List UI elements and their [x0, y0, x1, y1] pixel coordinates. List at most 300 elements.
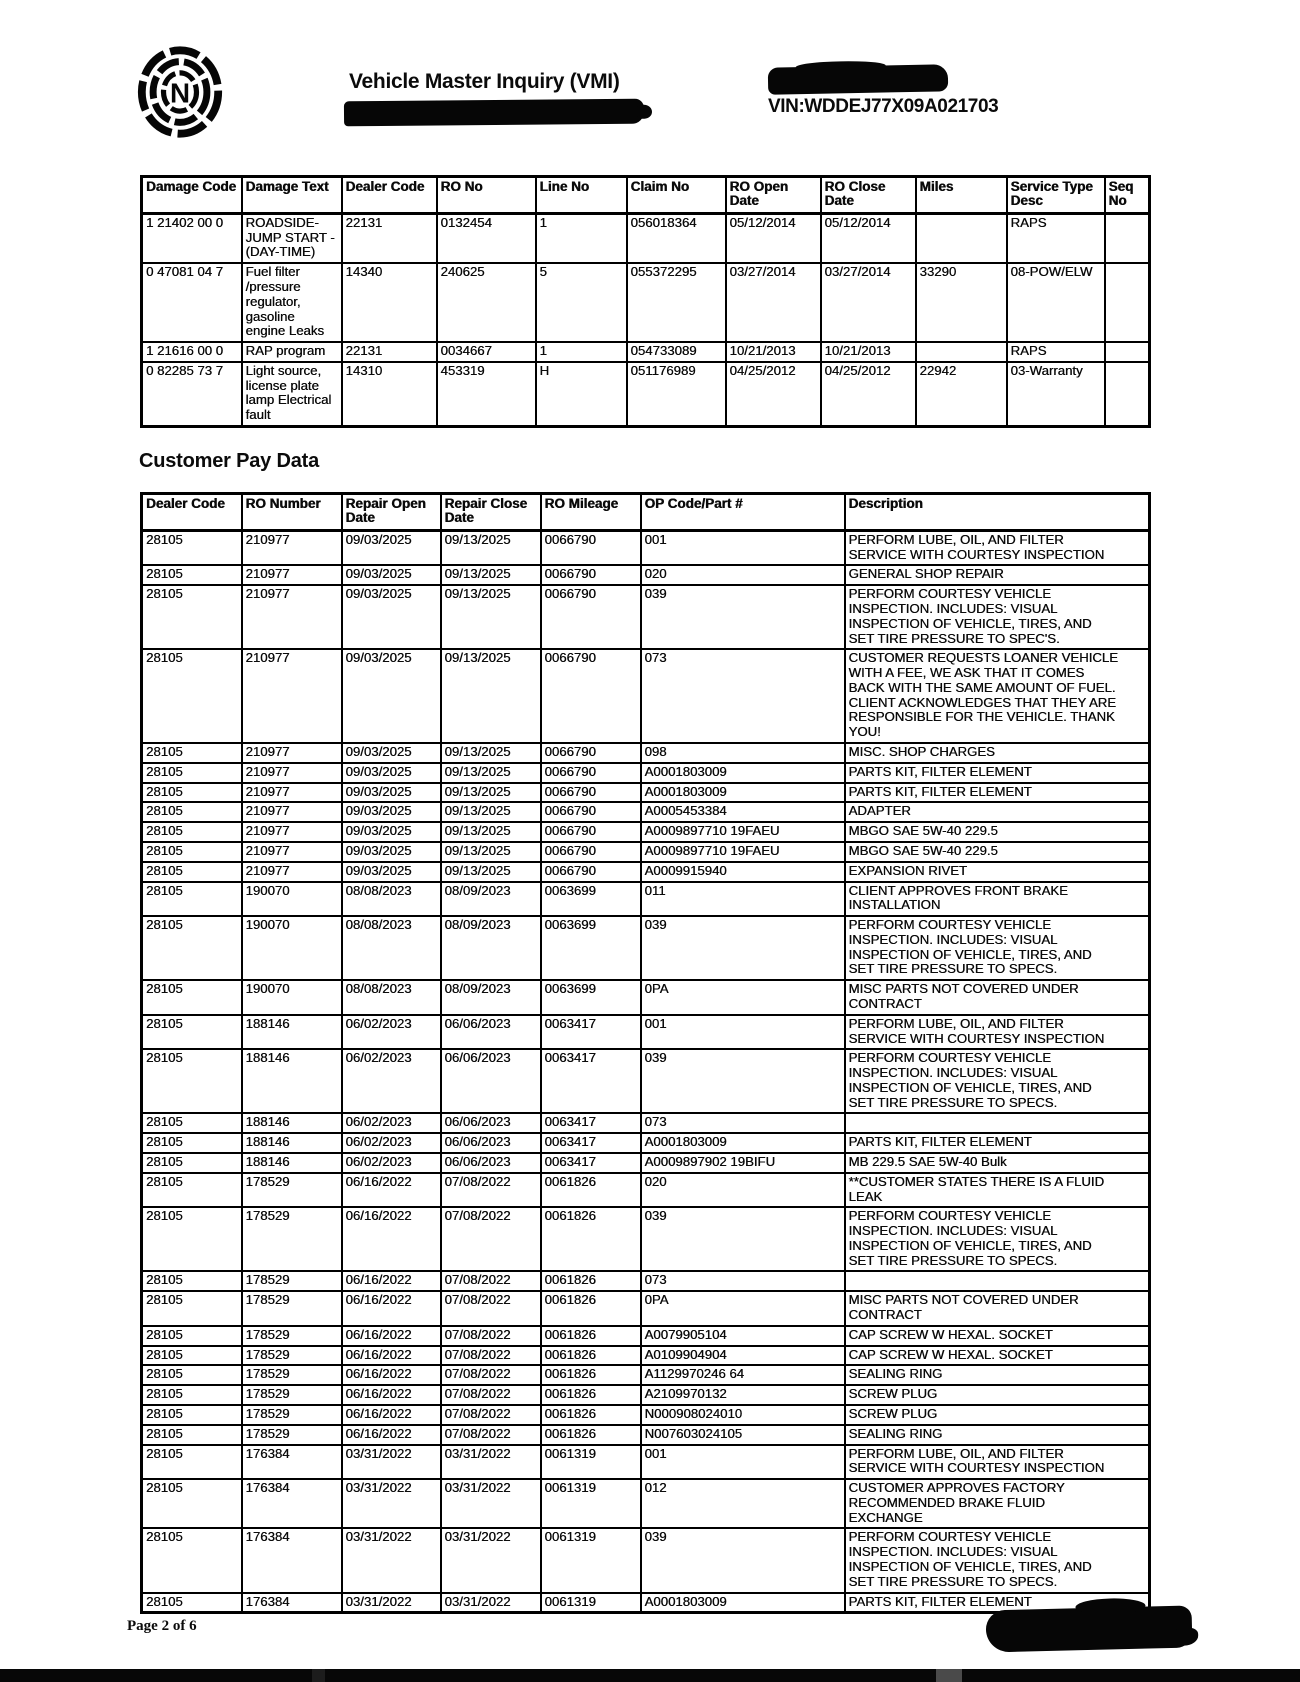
table-cell	[845, 1271, 1150, 1291]
column-header: Repair Close Date	[441, 494, 541, 531]
page-number: Page 2 of 6	[127, 1618, 197, 1634]
table-cell: 09/13/2025	[441, 649, 541, 743]
table-cell: 210977	[242, 842, 342, 862]
table-cell: 0061826	[541, 1291, 641, 1326]
table-row	[142, 1049, 1150, 1113]
table-cell: 09/03/2025	[342, 585, 441, 649]
table-cell: 09/13/2025	[441, 565, 541, 585]
table-cell: 28105	[142, 1207, 242, 1271]
table-cell: 28105	[142, 1173, 242, 1208]
table-row	[142, 1207, 1150, 1271]
table-cell: 0061319	[541, 1479, 641, 1528]
table-cell: 0063417	[541, 1133, 641, 1153]
table-cell: H	[536, 362, 627, 427]
table-cell: A0001803009	[641, 763, 845, 783]
redaction-bar-subtitle	[344, 99, 644, 127]
table-row	[142, 882, 1150, 917]
table-cell: 0061826	[541, 1207, 641, 1271]
table-cell: 28105	[142, 1479, 242, 1528]
column-header: Line No	[536, 177, 627, 214]
table-cell: 06/16/2022	[342, 1385, 441, 1405]
table-cell: 09/03/2025	[342, 842, 441, 862]
column-header: RO Number	[242, 494, 342, 531]
table-cell: ADAPTER	[845, 802, 1150, 822]
column-header: Damage Code	[142, 177, 242, 214]
table-cell: MISC. SHOP CHARGES	[845, 743, 1150, 763]
table-row	[142, 1385, 1150, 1405]
table-row	[142, 1113, 1150, 1133]
table-cell: PARTS KIT, FILTER ELEMENT	[845, 1133, 1150, 1153]
table-cell: PERFORM COURTESY VEHICLE INSPECTION. INCLUDES: VISUAL INSPECTION OF VEHICLE, TIRES, AND SET TIRE PRESSURE TO SPEC'S.	[845, 585, 1150, 649]
table-cell: 09/03/2025	[342, 649, 441, 743]
table-cell: 210977	[242, 822, 342, 842]
table-cell: 0061826	[541, 1173, 641, 1208]
table-cell: 210977	[242, 530, 342, 565]
table-cell: 0061826	[541, 1346, 641, 1366]
table-cell: 07/08/2022	[441, 1173, 541, 1208]
table-cell: 06/06/2023	[441, 1049, 541, 1113]
table-cell: A1129970246 64	[641, 1365, 845, 1385]
table-cell: 09/03/2025	[342, 822, 441, 842]
table-cell: 073	[641, 1113, 845, 1133]
table-cell: 28105	[142, 565, 242, 585]
table-cell: PERFORM LUBE, OIL, AND FILTER SERVICE WITH COURTESY INSPECTION	[845, 1015, 1150, 1050]
table-cell: 190070	[242, 882, 342, 917]
table-row	[142, 1326, 1150, 1346]
table-cell: 011	[641, 882, 845, 917]
table-cell: 04/25/2012	[821, 362, 916, 427]
table-cell: 03/31/2022	[342, 1593, 441, 1613]
table-cell: 28105	[142, 1049, 242, 1113]
table-cell: 05/12/2014	[821, 213, 916, 263]
table-cell: 28105	[142, 1528, 242, 1592]
table-cell: 0063417	[541, 1015, 641, 1050]
column-header: OP Code/Part #	[641, 494, 845, 531]
table-cell: CUSTOMER APPROVES FACTORY RECOMMENDED BRAKE FLUID EXCHANGE	[845, 1479, 1150, 1528]
table-cell: 0PA	[641, 980, 845, 1015]
header-row	[142, 177, 1150, 214]
table-cell	[1105, 263, 1150, 342]
table-cell: EXPANSION RIVET	[845, 862, 1150, 882]
table-cell: 0061826	[541, 1326, 641, 1346]
table-cell: 03/31/2022	[342, 1528, 441, 1592]
table-cell: 08-POW/ELW	[1007, 263, 1105, 342]
table-cell: 1 21402 00 0	[142, 213, 242, 263]
table-cell: 178529	[242, 1271, 342, 1291]
table-cell: 06/16/2022	[342, 1173, 441, 1208]
table-cell: 28105	[142, 916, 242, 980]
table-cell: 210977	[242, 862, 342, 882]
table-row	[142, 822, 1150, 842]
table-cell: 06/02/2023	[342, 1153, 441, 1173]
table-cell: 14310	[342, 362, 437, 427]
table-cell: 0132454	[437, 213, 536, 263]
table-cell: 178529	[242, 1405, 342, 1425]
table-cell: CAP SCREW W HEXAL. SOCKET	[845, 1326, 1150, 1346]
table-cell: 28105	[142, 1326, 242, 1346]
table-cell: CUSTOMER REQUESTS LOANER VEHICLE WITH A FEE, WE ASK THAT IT COMES BACK WITH THE SAME AMOUNT OF FUEL. CLIENT ACKNOWLEDGES THAT THEY ARE RESPONSIBLE FOR THE VEHICLE. THANK YOU!	[845, 649, 1150, 743]
table-cell: SCREW PLUG	[845, 1405, 1150, 1425]
table-row	[142, 213, 1150, 263]
table-cell: 210977	[242, 743, 342, 763]
column-header: Seq No	[1105, 177, 1150, 214]
table-cell: 04/25/2012	[726, 362, 821, 427]
column-header: RO Open Date	[726, 177, 821, 214]
table-cell: 190070	[242, 980, 342, 1015]
table-row	[142, 1528, 1150, 1592]
customer-pay-heading: Customer Pay Data	[139, 450, 319, 472]
table-cell: 176384	[242, 1445, 342, 1480]
table-cell: 054733089	[627, 342, 726, 362]
column-header: Damage Text	[242, 177, 342, 214]
table-cell: 0063699	[541, 882, 641, 917]
table-cell: 0063699	[541, 980, 641, 1015]
table-cell: 178529	[242, 1425, 342, 1445]
page-title: Vehicle Master Inquiry (VMI)	[349, 70, 620, 93]
table-cell: 28105	[142, 1385, 242, 1405]
table-cell	[1105, 213, 1150, 263]
table-row	[142, 980, 1150, 1015]
column-header: Miles	[916, 177, 1007, 214]
table-cell: 039	[641, 1207, 845, 1271]
table-row	[142, 802, 1150, 822]
vin-label: VIN:WDDEJ77X09A021703	[768, 96, 999, 117]
table-cell: 188146	[242, 1153, 342, 1173]
table-cell: CLIENT APPROVES FRONT BRAKE INSTALLATION	[845, 882, 1150, 917]
table-cell: 020	[641, 1173, 845, 1208]
table-cell: 06/06/2023	[441, 1153, 541, 1173]
table-cell: 0066790	[541, 585, 641, 649]
table-cell: 03/27/2014	[726, 263, 821, 342]
table-cell: 09/13/2025	[441, 822, 541, 842]
table-cell: 28105	[142, 783, 242, 803]
table-cell: 176384	[242, 1479, 342, 1528]
table-cell: 03/31/2022	[441, 1479, 541, 1528]
table-cell: PERFORM COURTESY VEHICLE INSPECTION. INCLUDES: VISUAL INSPECTION OF VEHICLE, TIRES, AND SET TIRE PRESSURE TO SPECS.	[845, 916, 1150, 980]
table-cell: 210977	[242, 783, 342, 803]
table-cell: 001	[641, 1015, 845, 1050]
table-cell: PERFORM COURTESY VEHICLE INSPECTION. INCLUDES: VISUAL INSPECTION OF VEHICLE, TIRES, AND SET TIRE PRESSURE TO SPECS.	[845, 1207, 1150, 1271]
table-cell: 210977	[242, 585, 342, 649]
table-cell: 0061319	[541, 1593, 641, 1613]
column-header: RO Mileage	[541, 494, 641, 531]
header-row	[142, 494, 1150, 531]
table-cell: 06/16/2022	[342, 1291, 441, 1326]
table-row	[142, 530, 1150, 565]
table-row	[142, 585, 1150, 649]
table-cell: 09/13/2025	[441, 802, 541, 822]
scan-edge-artifact	[0, 1669, 1300, 1682]
table-cell: 178529	[242, 1291, 342, 1326]
table-cell: 055372295	[627, 263, 726, 342]
table-cell: 09/13/2025	[441, 530, 541, 565]
table-row	[142, 1593, 1150, 1613]
table-cell: 178529	[242, 1173, 342, 1208]
table-row	[142, 783, 1150, 803]
column-header: Dealer Code	[142, 494, 242, 531]
table-cell: 06/02/2023	[342, 1049, 441, 1113]
table-cell: 06/06/2023	[441, 1015, 541, 1050]
table-cell: 06/16/2022	[342, 1405, 441, 1425]
table-cell: 0066790	[541, 530, 641, 565]
table-row	[142, 916, 1150, 980]
table-cell: 09/03/2025	[342, 763, 441, 783]
table-cell: GENERAL SHOP REPAIR	[845, 565, 1150, 585]
column-header: RO Close Date	[821, 177, 916, 214]
table-cell: 28105	[142, 980, 242, 1015]
table-cell: 190070	[242, 916, 342, 980]
table-cell: 28105	[142, 802, 242, 822]
table-cell: RAPS	[1007, 342, 1105, 362]
table-cell: ROADSIDE- JUMP START - (DAY-TIME)	[242, 213, 342, 263]
table-cell: 06/16/2022	[342, 1326, 441, 1346]
table-cell: RAP program	[242, 342, 342, 362]
table-cell: 178529	[242, 1326, 342, 1346]
table-cell: 210977	[242, 565, 342, 585]
table-cell: 14340	[342, 263, 437, 342]
table-cell: 28105	[142, 862, 242, 882]
redaction-bar-owner	[768, 64, 948, 94]
table-cell: 09/13/2025	[441, 763, 541, 783]
table-cell: MISC PARTS NOT COVERED UNDER CONTRACT	[845, 1291, 1150, 1326]
table-cell: 0066790	[541, 802, 641, 822]
table-cell: 039	[641, 585, 845, 649]
table-row	[142, 565, 1150, 585]
table-cell	[916, 213, 1007, 263]
table-cell: 051176989	[627, 362, 726, 427]
table-cell: RAPS	[1007, 213, 1105, 263]
table-row	[142, 862, 1150, 882]
table-cell: 09/13/2025	[441, 783, 541, 803]
table-cell: 1 21616 00 0	[142, 342, 242, 362]
table-cell: 28105	[142, 1346, 242, 1366]
table-row	[142, 1291, 1150, 1326]
table-cell: 08/09/2023	[441, 882, 541, 917]
table-cell: 03/31/2022	[441, 1528, 541, 1592]
table-cell: A0001803009	[641, 1593, 845, 1613]
table-cell: 28105	[142, 530, 242, 565]
table-cell: 039	[641, 916, 845, 980]
table-cell: 06/02/2023	[342, 1133, 441, 1153]
table-cell: 03/31/2022	[441, 1445, 541, 1480]
redaction-blob-stamp	[986, 1605, 1193, 1652]
damage-history-table	[140, 175, 1151, 428]
table-cell: PERFORM LUBE, OIL, AND FILTER SERVICE WITH COURTESY INSPECTION	[845, 1445, 1150, 1480]
table-cell: 0061319	[541, 1528, 641, 1592]
table-cell: 28105	[142, 649, 242, 743]
table-cell: 0066790	[541, 565, 641, 585]
table-cell: 09/03/2025	[342, 783, 441, 803]
table-cell: 0066790	[541, 783, 641, 803]
table-cell: 07/08/2022	[441, 1346, 541, 1366]
table-cell: 28105	[142, 1365, 242, 1385]
table-cell: 03/27/2014	[821, 263, 916, 342]
table-cell: 07/08/2022	[441, 1365, 541, 1385]
table-cell: 210977	[242, 763, 342, 783]
table-cell: 0066790	[541, 649, 641, 743]
table-cell: 06/02/2023	[342, 1113, 441, 1133]
table-row	[142, 842, 1150, 862]
table-cell: 03/31/2022	[342, 1479, 441, 1528]
table-cell: 03-Warranty	[1007, 362, 1105, 427]
table-cell: 0PA	[641, 1291, 845, 1326]
table-cell: 0066790	[541, 842, 641, 862]
table-cell: 0034667	[437, 342, 536, 362]
table-cell: 240625	[437, 263, 536, 342]
table-row	[142, 1015, 1150, 1050]
table-cell: 06/06/2023	[441, 1113, 541, 1133]
table-cell: 188146	[242, 1049, 342, 1113]
table-cell: 28105	[142, 882, 242, 917]
table-cell: 0061826	[541, 1271, 641, 1291]
table-cell: 09/13/2025	[441, 743, 541, 763]
table-cell: 07/08/2022	[441, 1425, 541, 1445]
table-cell: 073	[641, 1271, 845, 1291]
table-cell: CAP SCREW W HEXAL. SOCKET	[845, 1346, 1150, 1366]
table-cell: A0009897710 19FAEU	[641, 842, 845, 862]
table-cell	[1105, 362, 1150, 427]
table-cell: 03/31/2022	[342, 1445, 441, 1480]
table-cell: 09/13/2025	[441, 585, 541, 649]
table-cell: 06/16/2022	[342, 1365, 441, 1385]
table-cell: 10/21/2013	[821, 342, 916, 362]
table-cell: 10/21/2013	[726, 342, 821, 362]
table-cell: A0001803009	[641, 783, 845, 803]
column-header: Claim No	[627, 177, 726, 214]
table-cell: 07/08/2022	[441, 1326, 541, 1346]
logo-letter: N	[169, 77, 191, 109]
table-cell: 07/08/2022	[441, 1207, 541, 1271]
table-cell: 28105	[142, 1271, 242, 1291]
table-cell: PERFORM COURTESY VEHICLE INSPECTION. INCLUDES: VISUAL INSPECTION OF VEHICLE, TIRES, AND SET TIRE PRESSURE TO SPECS.	[845, 1528, 1150, 1592]
table-cell: 0061826	[541, 1425, 641, 1445]
table-cell: 09/13/2025	[441, 862, 541, 882]
table-cell: A0009915940	[641, 862, 845, 882]
table-row	[142, 263, 1150, 342]
table-cell: PERFORM COURTESY VEHICLE INSPECTION. INCLUDES: VISUAL INSPECTION OF VEHICLE, TIRES, AND SET TIRE PRESSURE TO SPECS.	[845, 1049, 1150, 1113]
table-cell: Fuel filter /pressure regulator, gasoline engine Leaks	[242, 263, 342, 342]
table-cell: 1	[536, 342, 627, 362]
table-cell: 178529	[242, 1385, 342, 1405]
brand-logo	[136, 46, 224, 138]
table-cell: 08/09/2023	[441, 916, 541, 980]
table-cell: 08/08/2023	[342, 980, 441, 1015]
table-cell: 28105	[142, 1405, 242, 1425]
table-cell: 0063699	[541, 916, 641, 980]
table-cell: 06/16/2022	[342, 1346, 441, 1366]
table-cell: A0109904904	[641, 1346, 845, 1366]
table-row	[142, 1365, 1150, 1385]
table-cell: 098	[641, 743, 845, 763]
table-cell: 28105	[142, 1015, 242, 1050]
table-cell: 001	[641, 1445, 845, 1480]
table-cell: 28105	[142, 822, 242, 842]
table-cell: 09/03/2025	[342, 743, 441, 763]
table-cell: 0 47081 04 7	[142, 263, 242, 342]
table-cell: 210977	[242, 649, 342, 743]
table-cell: MBGO SAE 5W-40 229.5	[845, 822, 1150, 842]
table-cell: 178529	[242, 1365, 342, 1385]
table-cell: 001	[641, 530, 845, 565]
table-cell: 178529	[242, 1346, 342, 1366]
table-cell: 020	[641, 565, 845, 585]
table-cell: 0063417	[541, 1153, 641, 1173]
concentric-rings-logo-icon	[136, 46, 224, 138]
table-cell: SEALING RING	[845, 1425, 1150, 1445]
table-cell: PARTS KIT, FILTER ELEMENT	[845, 763, 1150, 783]
table-cell: SEALING RING	[845, 1365, 1150, 1385]
table-cell: 0066790	[541, 862, 641, 882]
table-cell: MB 229.5 SAE 5W-40 Bulk	[845, 1153, 1150, 1173]
table-cell: N007603024105	[641, 1425, 845, 1445]
table-row	[142, 1153, 1150, 1173]
table-cell: 22131	[342, 213, 437, 263]
table-cell: 178529	[242, 1207, 342, 1271]
customer-pay-table	[140, 492, 1151, 1614]
table-cell: 06/02/2023	[342, 1015, 441, 1050]
table-cell: 07/08/2022	[441, 1405, 541, 1425]
table-cell: 28105	[142, 1113, 242, 1133]
table-cell: 07/08/2022	[441, 1291, 541, 1326]
table-cell: 07/08/2022	[441, 1271, 541, 1291]
table-row	[142, 362, 1150, 427]
table-cell: 0066790	[541, 763, 641, 783]
table-cell: 0061826	[541, 1385, 641, 1405]
table-cell: 0 82285 73 7	[142, 362, 242, 427]
table-cell: 06/16/2022	[342, 1425, 441, 1445]
table-cell: 0066790	[541, 743, 641, 763]
table-cell: N000908024010	[641, 1405, 845, 1425]
table-cell: 06/06/2023	[441, 1133, 541, 1153]
table-cell: 08/08/2023	[342, 882, 441, 917]
table-cell: 09/03/2025	[342, 565, 441, 585]
table-row	[142, 1405, 1150, 1425]
table-row	[142, 649, 1150, 743]
table-cell: 08/08/2023	[342, 916, 441, 980]
table-cell: PERFORM LUBE, OIL, AND FILTER SERVICE WITH COURTESY INSPECTION	[845, 530, 1150, 565]
table-cell: 188146	[242, 1113, 342, 1133]
table-cell: 056018364	[627, 213, 726, 263]
table-cell: 28105	[142, 842, 242, 862]
table-cell: 28105	[142, 1291, 242, 1326]
table-cell: 28105	[142, 1153, 242, 1173]
table-cell: 28105	[142, 743, 242, 763]
table-cell: Light source, license plate lamp Electrical fault	[242, 362, 342, 427]
table-cell: 05/12/2014	[726, 213, 821, 263]
table-cell: MISC PARTS NOT COVERED UNDER CONTRACT	[845, 980, 1150, 1015]
table-row	[142, 342, 1150, 362]
table-cell	[845, 1113, 1150, 1133]
column-header: RO No	[437, 177, 536, 214]
table-row	[142, 1479, 1150, 1528]
table-cell: 28105	[142, 1133, 242, 1153]
table-row	[142, 1425, 1150, 1445]
table-cell: A0001803009	[641, 1133, 845, 1153]
table-cell: 0061319	[541, 1445, 641, 1480]
table-cell: 22942	[916, 362, 1007, 427]
table-cell: 09/03/2025	[342, 530, 441, 565]
table-cell: 039	[641, 1049, 845, 1113]
table-cell: SCREW PLUG	[845, 1385, 1150, 1405]
column-header: Dealer Code	[342, 177, 437, 214]
table-cell: 0061826	[541, 1405, 641, 1425]
table-cell: 0066790	[541, 822, 641, 842]
table-cell: PARTS KIT, FILTER ELEMENT	[845, 1593, 1150, 1613]
table-row	[142, 1173, 1150, 1208]
table-cell	[1105, 342, 1150, 362]
table-cell: 012	[641, 1479, 845, 1528]
table-row	[142, 1346, 1150, 1366]
